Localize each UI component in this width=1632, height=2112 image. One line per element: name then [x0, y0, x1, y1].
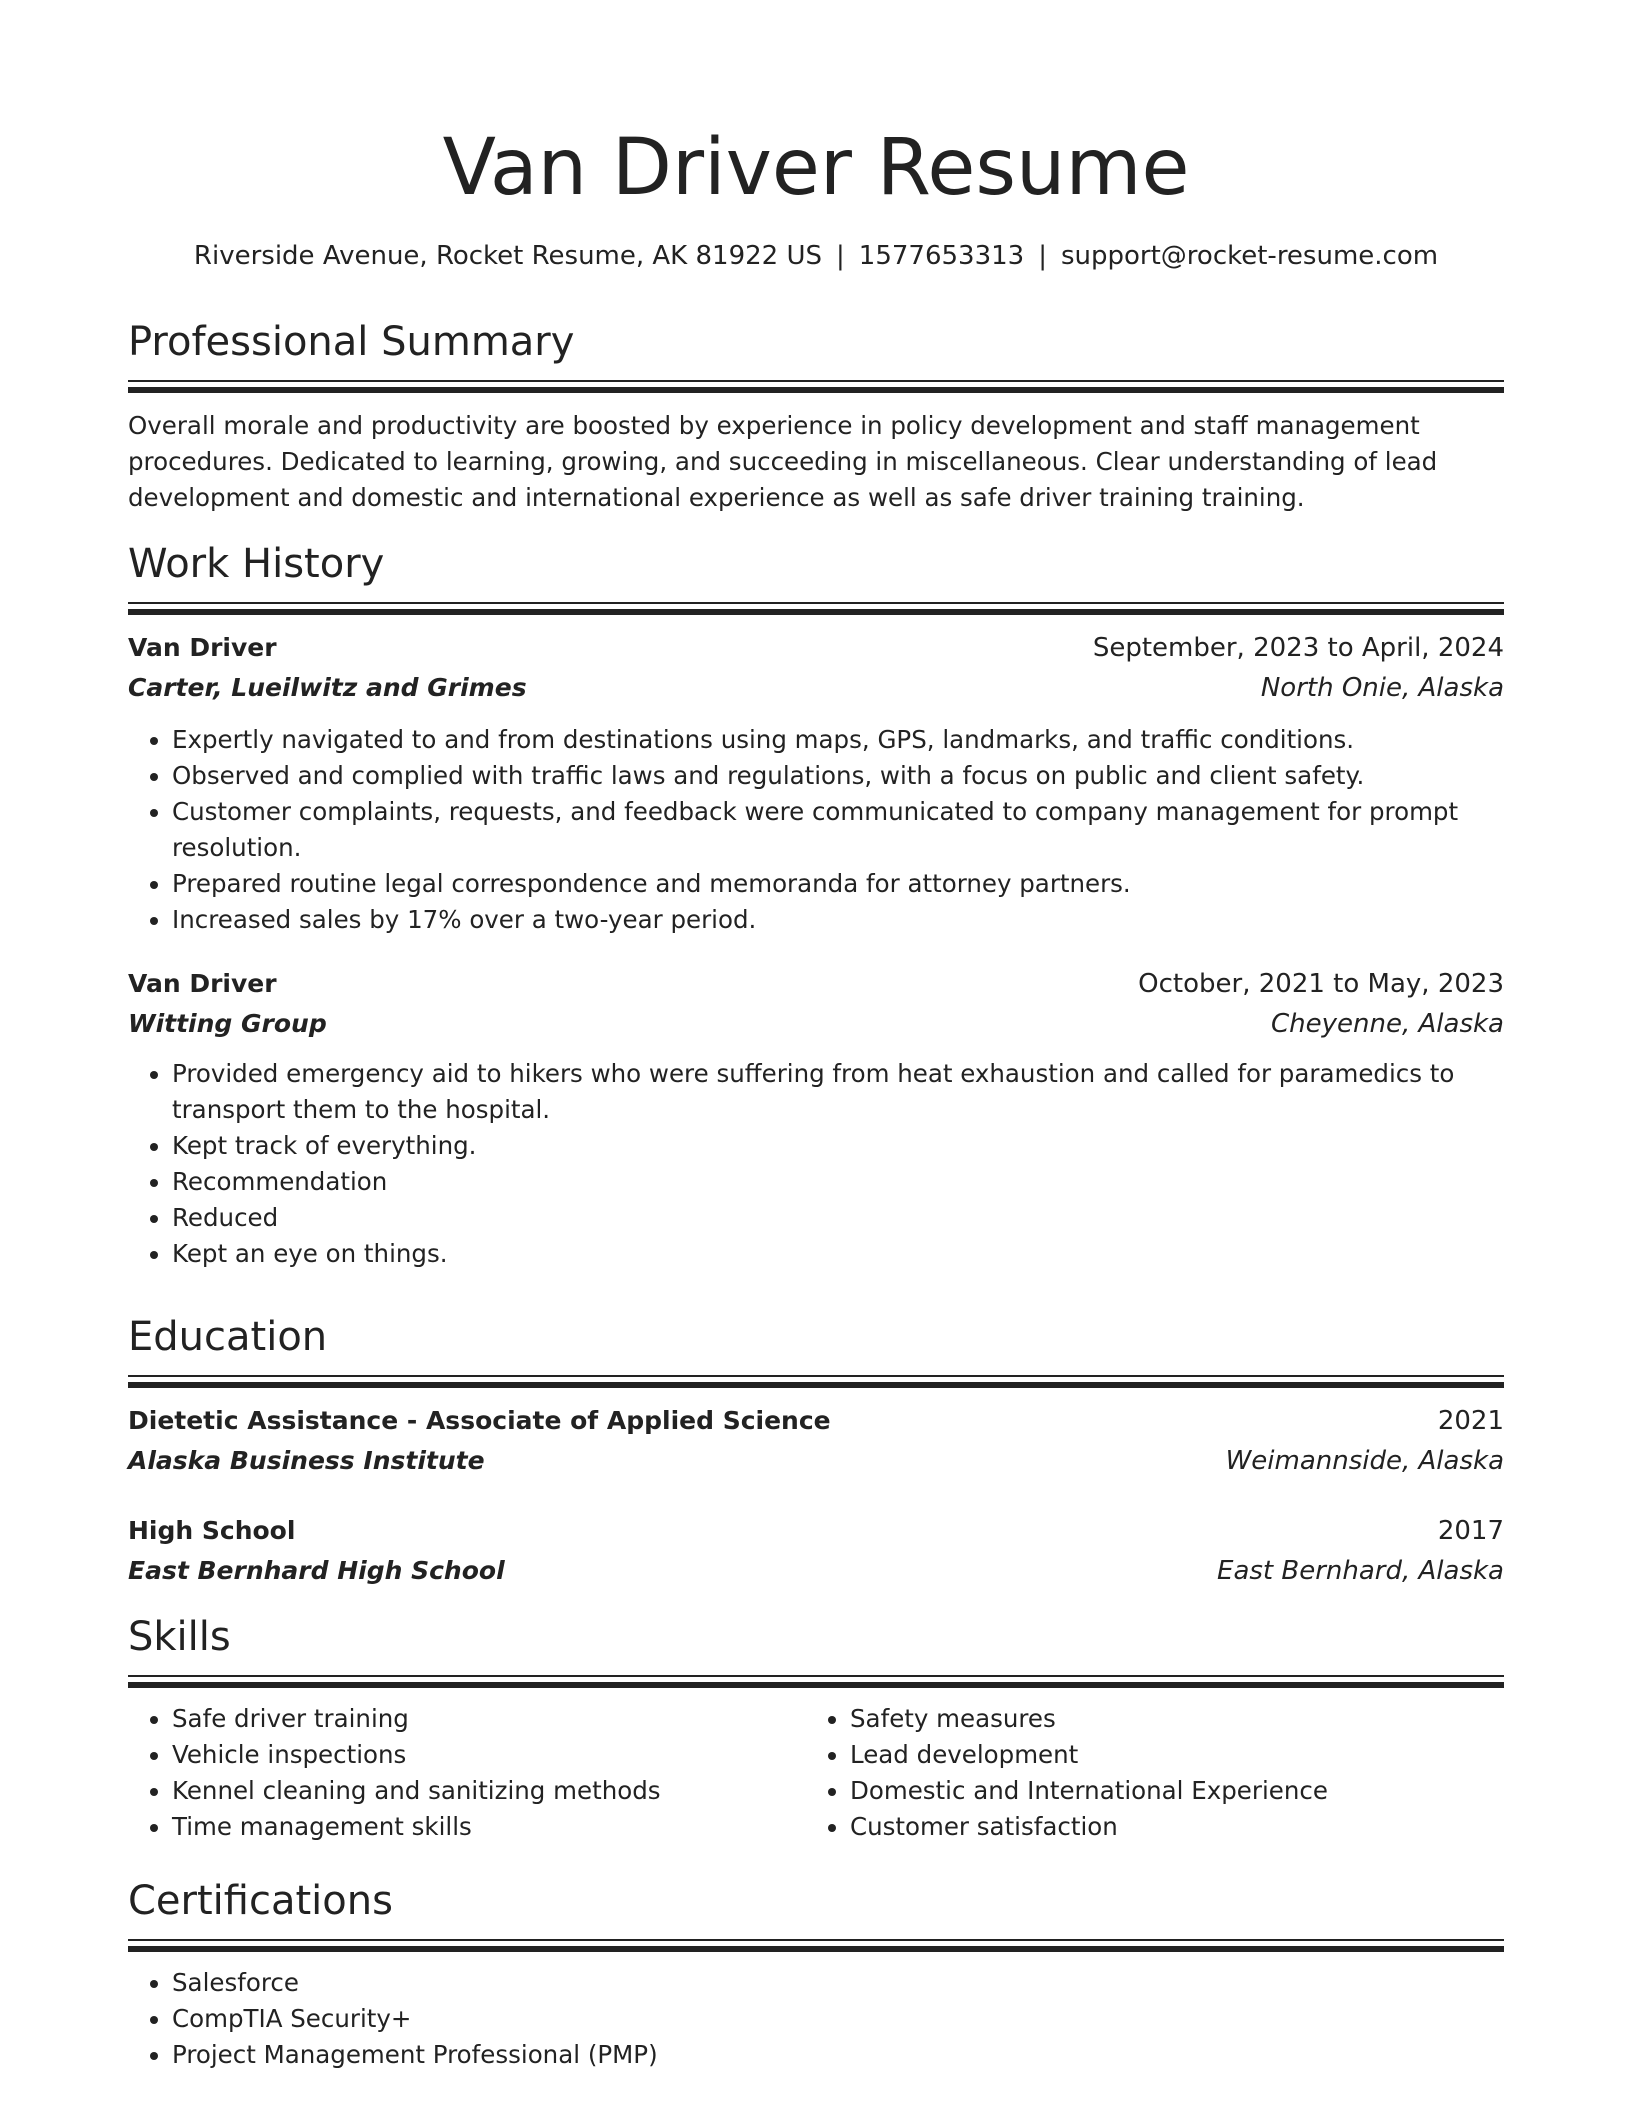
job-company: Carter, Lueilwitz and Grimes [128, 673, 527, 702]
contact-separator: | [836, 241, 845, 271]
list-item: • Observed and complied with traffic laws and regulations, with a focus on public and client safety. [172, 758, 1504, 794]
list-item: • Safety measures [850, 1701, 1484, 1737]
list-item: • Customer satisfaction [850, 1809, 1484, 1845]
job-dates: October, 2021 to May, 2023 [1138, 969, 1504, 999]
list-item: • Kennel cleaning and sanitizing methods [172, 1773, 806, 1809]
list-item: • Reduced [172, 1200, 1504, 1236]
list-item: • Kept track of everything. [172, 1128, 1504, 1164]
education-school-row [128, 1441, 1504, 1481]
section-heading-summary: Professional Summary [128, 319, 575, 365]
job-title: Van Driver [128, 969, 277, 998]
list-item: • Expertly navigated to and from destinations using maps, GPS, landmarks, and traffic conditions. [172, 722, 1504, 758]
section-divider [128, 1939, 1504, 1953]
education-degree: Dietetic Assistance - Associate of Applied Science [128, 1406, 831, 1435]
contact-separator: | [1038, 241, 1047, 271]
list-item: • Customer complaints, requests, and feedback were communicated to company management for prompt resolution. [172, 794, 1504, 866]
section-summary [128, 314, 1504, 516]
job-company-row [128, 1004, 1504, 1044]
job-location: Cheyenne, Alaska [1271, 1009, 1504, 1039]
list-item: • Domestic and International Experience [850, 1773, 1484, 1809]
education-header-row [128, 1511, 1504, 1551]
list-item: • CompTIA Security+ [172, 2001, 1504, 2037]
education-entry [128, 1401, 1504, 1481]
section-skills [128, 1609, 1504, 1845]
skills-list-right [806, 1701, 1484, 1845]
education-header-row [128, 1401, 1504, 1441]
job-entry [128, 628, 1504, 938]
section-heading-certifications: Certifications [128, 1878, 393, 1924]
section-divider [128, 380, 1504, 394]
education-entry [128, 1511, 1504, 1591]
section-heading-work: Work History [128, 541, 385, 587]
section-divider [128, 602, 1504, 616]
job-bullets [128, 722, 1504, 938]
education-school: Alaska Business Institute [128, 1446, 485, 1475]
summary-text: Overall morale and productivity are boosted by experience in policy development and staff management procedures. Dedicated to learning, growing, and succeeding in miscellaneous. Clear understanding of lead development and domestic and international experience as well as safe driver training training. [128, 411, 1438, 512]
contact-phone: 1577653313 [858, 241, 1025, 271]
job-bullets [128, 1056, 1504, 1272]
list-item: • Time management skills [172, 1809, 806, 1845]
list-item: • Increased sales by 17% over a two-year period. [172, 902, 1504, 938]
list-item: • Lead development [850, 1737, 1484, 1773]
list-item: • Recommendation [172, 1164, 1504, 1200]
education-year: 2021 [1437, 1406, 1504, 1436]
education-location: East Bernhard, Alaska [1217, 1556, 1504, 1586]
skills-grid [128, 1701, 1504, 1845]
list-item: • Salesforce [172, 1965, 1504, 2001]
education-school-row [128, 1551, 1504, 1591]
list-item: • Project Management Professional (PMP) [172, 2037, 1504, 2073]
certifications-list [128, 1965, 1504, 2073]
job-header-row [128, 964, 1504, 1004]
resume-title: Van Driver Resume [442, 123, 1190, 213]
education-degree: High School [128, 1516, 296, 1545]
education-location: Weimannside, Alaska [1225, 1446, 1504, 1476]
contact-email: support@rocket-resume.com [1060, 241, 1439, 271]
education-school: East Bernhard High School [128, 1556, 505, 1585]
job-company: Witting Group [128, 1009, 327, 1038]
job-header-row [128, 628, 1504, 668]
section-heading-skills: Skills [128, 1614, 231, 1660]
job-location: North Onie, Alaska [1260, 673, 1504, 703]
list-item: • Prepared routine legal correspondence and memoranda for attorney partners. [172, 866, 1504, 902]
section-work-history [128, 536, 1504, 1272]
section-education [128, 1309, 1504, 1591]
education-year: 2017 [1437, 1516, 1504, 1546]
section-divider [128, 1675, 1504, 1689]
job-entry [128, 964, 1504, 1272]
list-item: • Provided emergency aid to hikers who were suffering from heat exhaustion and called for paramedics to transport them to the hospital. [172, 1056, 1504, 1128]
section-heading-education: Education [128, 1314, 328, 1360]
contact-address: Riverside Avenue, Rocket Resume, AK 81922 US [193, 241, 823, 271]
section-divider [128, 1375, 1504, 1389]
list-item: • Safe driver training [172, 1701, 806, 1737]
section-certifications [128, 1873, 1504, 2073]
list-item: • Vehicle inspections [172, 1737, 806, 1773]
job-company-row [128, 668, 1504, 708]
job-title: Van Driver [128, 633, 277, 662]
list-item: • Kept an eye on things. [172, 1236, 1504, 1272]
contact-line [128, 236, 1504, 276]
skills-list-left [128, 1701, 806, 1845]
job-dates: September, 2023 to April, 2024 [1092, 633, 1504, 663]
